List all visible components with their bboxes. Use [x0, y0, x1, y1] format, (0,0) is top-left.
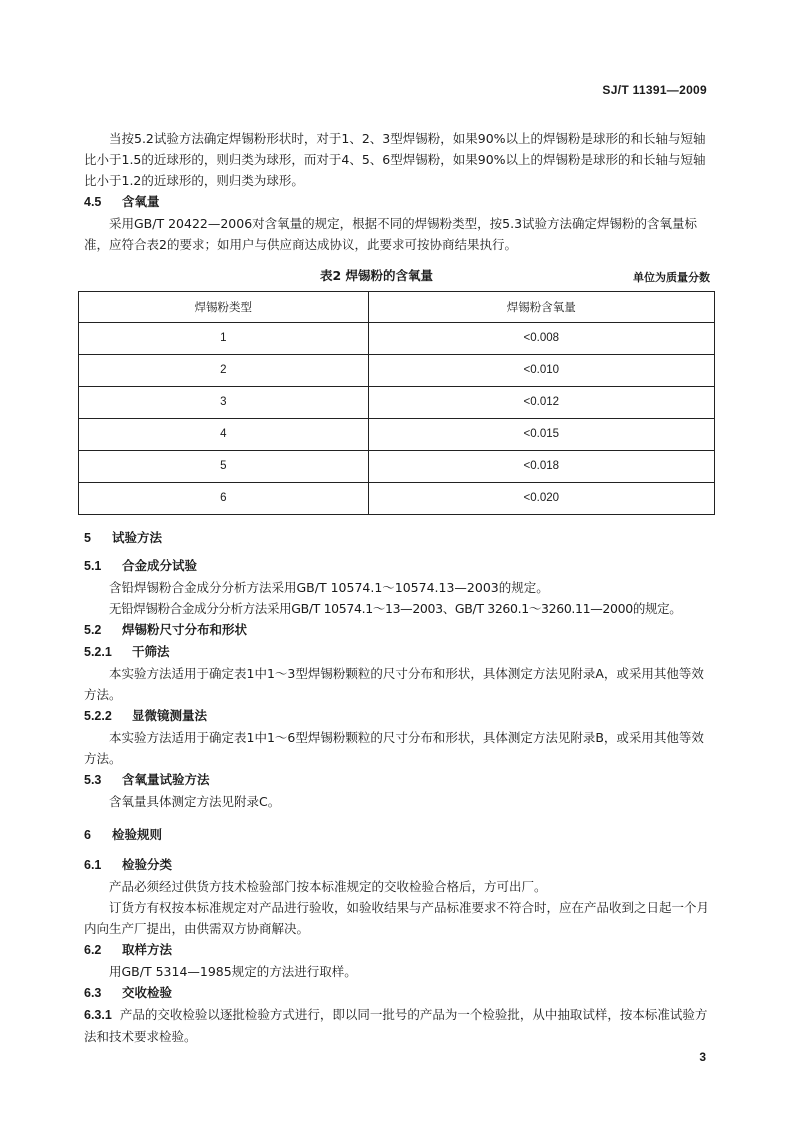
- section-number: 6.1: [84, 858, 102, 872]
- section-title: 合金成分试验: [122, 558, 198, 573]
- column-header-oxygen: 焊锡粉含氧量: [368, 292, 714, 323]
- table-row: [79, 483, 715, 515]
- section-title: 试验方法: [112, 530, 163, 545]
- table-cell-oxygen: <0.008: [368, 323, 714, 355]
- section-heading-5-3: [84, 769, 712, 791]
- paragraph-alloy-leadfree: 无铅焊锡粉合金成分分析方法采用GB/T 10574.1～13—2003、GB/T 3260.1～3260.11—2000的规定。: [109, 601, 682, 616]
- section-number: 5: [84, 531, 91, 545]
- table-row: [79, 387, 715, 419]
- paragraph-oxygen-test: 含氧量具体测定方法见附录C。: [109, 794, 281, 809]
- section-number: 4.5: [84, 195, 102, 209]
- table-cell-oxygen: <0.012: [368, 387, 714, 419]
- oxygen-content-table: [78, 291, 715, 515]
- section-heading-6-1: [84, 854, 712, 876]
- table-row: [79, 451, 715, 483]
- paragraph-alloy-lead: 含铅焊锡粉合金成分分析方法采用GB/T 10574.1～10574.13—2003的规定。: [109, 580, 549, 595]
- page-number: 3: [699, 1050, 706, 1064]
- section-number: 6.3.1: [84, 1008, 112, 1022]
- table-row: [79, 323, 715, 355]
- section-title: 检验分类: [122, 857, 173, 872]
- section-heading-6-2: [84, 939, 712, 961]
- paragraph-inspection-class-1: 产品必须经过供货方技术检验部门按本标准规定的交收检验合格后，方可出厂。: [109, 879, 547, 894]
- section-number: 5.2.1: [84, 645, 112, 659]
- table-row: [79, 419, 715, 451]
- table-cell-oxygen: <0.010: [368, 355, 714, 387]
- table-cell-oxygen: <0.015: [368, 419, 714, 451]
- section-title: 含氧量试验方法: [122, 772, 210, 787]
- document-body: [84, 128, 712, 1047]
- paragraph-acceptance-text: 产品的交收检验以逐批检验方式进行，即以同一批号的产品为一个检验批，从中抽取试样，按本标准试验方法和技术要求检验。: [84, 1007, 708, 1044]
- column-header-type: 焊锡粉类型: [79, 292, 369, 323]
- section-title: 干筛法: [132, 644, 170, 659]
- table-cell-type: 4: [79, 419, 369, 451]
- table-cell-oxygen: <0.018: [368, 451, 714, 483]
- section-heading-5-2: [84, 619, 712, 641]
- table-cell-type: 1: [79, 323, 369, 355]
- table-cell-type: 2: [79, 355, 369, 387]
- section-title: 显微镜测量法: [132, 708, 208, 723]
- table-cell-oxygen: <0.020: [368, 483, 714, 515]
- paragraph-dry-sieve: 本实验方法适用于确定表1中1～3型焊锡粉颗粒的尺寸分布和形状，具体测定方法见附录A，或采用其他等效方法。: [84, 666, 704, 702]
- table-title: 表2 焊锡粉的含氧量: [320, 268, 434, 283]
- section-number: 6: [84, 828, 91, 842]
- section-title: 检验规则: [112, 827, 163, 842]
- section-heading-6-3: [84, 982, 712, 1004]
- section-heading-5-2-2: [84, 705, 712, 727]
- table-unit: 单位为质量分数: [633, 271, 710, 284]
- section-number: 6.3: [84, 986, 102, 1000]
- table-cell-type: 3: [79, 387, 369, 419]
- standard-code: SJ/T 11391—2009: [602, 83, 707, 97]
- section-number: 5.2: [84, 623, 102, 637]
- section-number: 5.1: [84, 559, 102, 573]
- paragraph-inspection-class-2: 订货方有权按本标准规定对产品进行验收，如验收结果与产品标准要求不符合时，应在产品收到之日起一个月内向生产厂提出，由供需双方协商解决。: [84, 900, 710, 936]
- section-number: 5.2.2: [84, 709, 112, 723]
- paragraph-sampling: 用GB/T 5314—1985规定的方法进行取样。: [109, 964, 357, 979]
- table-cell-type: 5: [79, 451, 369, 483]
- section-number: 5.3: [84, 773, 102, 787]
- section-title: 焊锡粉尺寸分布和形状: [122, 622, 248, 637]
- paragraph-acceptance: [84, 1004, 712, 1047]
- section-title: 交收检验: [122, 985, 173, 1000]
- section-heading-5-1: [84, 555, 712, 577]
- section-heading-6: [84, 824, 712, 846]
- section-heading-4-5: [84, 191, 712, 213]
- section-heading-5-2-1: [84, 641, 712, 663]
- section-title: 取样方法: [122, 942, 173, 957]
- table-cell-type: 6: [79, 483, 369, 515]
- paragraph-microscope: 本实验方法适用于确定表1中1～6型焊锡粉颗粒的尺寸分布和形状，具体测定方法见附录B，或采用其他等效方法。: [84, 730, 704, 766]
- paragraph-oxygen-content: 采用GB/T 20422—2006对含氧量的规定，根据不同的焊锡粉类型，按5.3试验方法确定焊锡粉的含氧量标准，应符合表2的要求；如用户与供应商达成协议，此要求可按协商结果执行。: [84, 216, 698, 252]
- section-title: 含氧量: [122, 194, 160, 209]
- paragraph-shape-classification: 当按5.2试验方法确定焊锡粉形状时，对于1、2、3型焊锡粉，如果90%以上的焊锡粉是球形的和长轴与短轴比小于1.5的近球形的，则归类为球形，而对于4、5、6型焊锡粉，如果90%以上的焊锡粉是球形的和长轴与短轴比小于1.2的近球形的，则归类为球形。: [84, 131, 706, 188]
- table-row: [79, 355, 715, 387]
- section-number: 6.2: [84, 943, 102, 957]
- section-heading-5: [84, 527, 712, 549]
- table-caption: [84, 261, 712, 291]
- table-header-row: [79, 292, 715, 323]
